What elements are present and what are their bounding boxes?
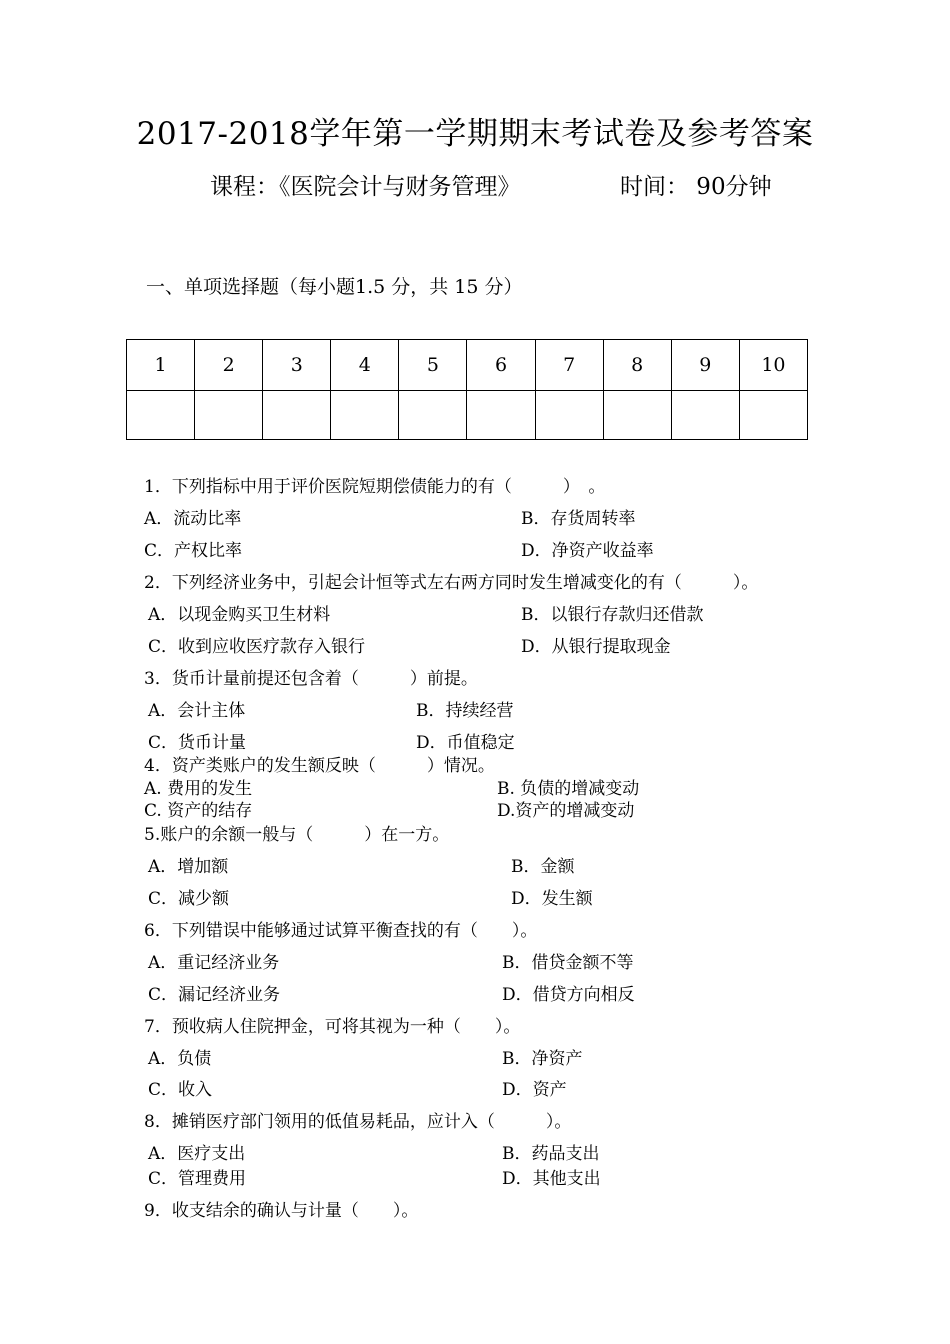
answer-cell[interactable]: [127, 391, 195, 440]
question-8-option-c: C．管理费用: [148, 1169, 247, 1189]
answer-header-cell: 9: [671, 340, 739, 391]
answer-cell[interactable]: [399, 391, 467, 440]
answer-cell[interactable]: [467, 391, 535, 440]
answer-header-cell: 1: [127, 340, 195, 391]
question-3-option-b: B．持续经营: [416, 701, 514, 721]
question-3-option-c: C．货币计量: [148, 733, 247, 753]
question-8-option-d: D．其他支出: [502, 1169, 601, 1189]
answer-cell[interactable]: [535, 391, 603, 440]
answer-header-cell: 5: [399, 340, 467, 391]
question-2-option-c: C．收到应收医疗款存入银行: [148, 637, 366, 657]
question-1-option-c: C．产权比率: [144, 541, 243, 561]
answer-cell[interactable]: [739, 391, 807, 440]
answer-cell[interactable]: [603, 391, 671, 440]
answer-header-cell: 3: [263, 340, 331, 391]
question-5-option-b: B．金额: [511, 857, 575, 877]
question-6-option-b: B．借贷金额不等: [502, 953, 634, 973]
answer-table: [126, 339, 808, 440]
answer-cell[interactable]: [671, 391, 739, 440]
question-5-option-c: C．减少额: [148, 889, 230, 909]
question-7-option-b: B．净资产: [502, 1049, 583, 1069]
page-title: 2017-2018学年第一学期期末考试卷及参考答案: [136, 116, 814, 152]
question-1-option-d: D．净资产收益率: [521, 541, 654, 561]
answer-header-cell: 7: [535, 340, 603, 391]
question-4-option-a: A. 费用的发生: [144, 779, 253, 799]
question-8-option-b: B．药品支出: [502, 1144, 600, 1164]
answer-cell[interactable]: [263, 391, 331, 440]
course-name: 课程：《医院会计与财务管理》: [210, 174, 521, 200]
question-1-stem: 1．下列指标中用于评价医院短期偿债能力的有（ ） 。: [144, 477, 606, 497]
section-heading: 一、单项选择题（每小题1.5 分，共 15 分）: [146, 276, 523, 298]
question-1-option-b: B．存货周转率: [521, 509, 636, 529]
question-8-stem: 8．摊销医疗部门领用的低值易耗品，应计入（ ）。: [144, 1112, 572, 1132]
question-4-option-b: B. 负债的增减变动: [497, 779, 640, 799]
question-7-option-c: C．收入: [148, 1080, 213, 1100]
question-6-option-d: D．借贷方向相反: [502, 985, 635, 1005]
answer-table-blank-row: [127, 391, 808, 440]
exam-time: 时间： 90分钟: [620, 174, 772, 200]
answer-header-cell: 10: [739, 340, 807, 391]
question-4-stem: 4．资产类账户的发生额反映（ ）情况。: [144, 756, 495, 776]
answer-header-cell: 4: [331, 340, 399, 391]
question-2-option-a: A．以现金购买卫生材料: [148, 605, 331, 625]
question-2-stem: 2．下列经济业务中，引起会计恒等式左右两方同时发生增减变化的有（ ）。: [144, 573, 759, 593]
question-3-stem: 3．货币计量前提还包含着（ ）前提。: [144, 669, 478, 689]
question-9-stem: 9．收支结余的确认与计量（ ）。: [144, 1201, 419, 1221]
answer-cell[interactable]: [195, 391, 263, 440]
question-3-option-a: A．会计主体: [148, 701, 246, 721]
question-4-option-c: C. 资产的结存: [144, 801, 253, 821]
question-6-stem: 6．下列错误中能够通过试算平衡查找的有（ ）。: [144, 921, 538, 941]
question-7-option-a: A．负债: [148, 1049, 212, 1069]
answer-table-header-row: [127, 340, 808, 391]
question-5-option-a: A．增加额: [148, 857, 229, 877]
question-6-option-a: A．重记经济业务: [148, 953, 280, 973]
answer-cell[interactable]: [331, 391, 399, 440]
question-2-option-b: B．以银行存款归还借款: [521, 605, 704, 625]
question-5-option-d: D．发生额: [511, 889, 593, 909]
answer-header-cell: 2: [195, 340, 263, 391]
question-1-option-a: A．流动比率: [144, 509, 242, 529]
question-3-option-d: D．币值稳定: [416, 733, 515, 753]
answer-header-cell: 8: [603, 340, 671, 391]
question-7-stem: 7．预收病人住院押金，可将其视为一种（ ）。: [144, 1017, 521, 1037]
answer-header-cell: 6: [467, 340, 535, 391]
question-2-option-d: D．从银行提取现金: [521, 637, 671, 657]
question-8-option-a: A．医疗支出: [148, 1144, 246, 1164]
question-6-option-c: C．漏记经济业务: [148, 985, 281, 1005]
question-7-option-d: D．资产: [502, 1080, 567, 1100]
question-5-stem: 5.账户的余额一般与（ ）在一方。: [144, 825, 450, 845]
question-4-option-d: D.资产的增减变动: [497, 801, 635, 821]
